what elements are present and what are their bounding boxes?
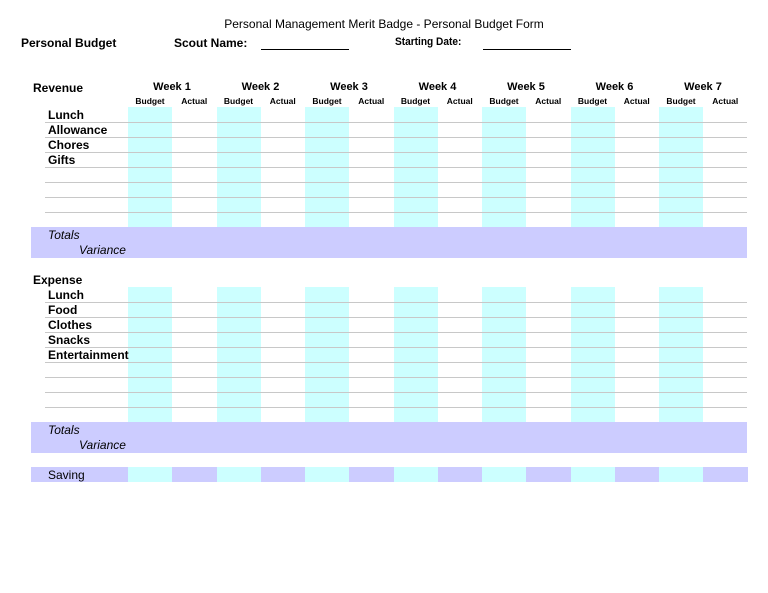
- revenue-item: Chores: [48, 138, 90, 152]
- expense-variance-label: Variance: [79, 438, 126, 452]
- saving-actual-cell[interactable]: [526, 467, 570, 482]
- actual-subheader: Actual: [269, 96, 296, 106]
- saving-budget-cell[interactable]: [571, 467, 615, 482]
- week-header: Week 6: [595, 81, 634, 93]
- row-line: [45, 407, 747, 408]
- row-line: [45, 182, 747, 183]
- budget-subheader: Budget: [489, 96, 519, 106]
- saving-actual-cell[interactable]: [615, 467, 659, 482]
- saving-actual-cell[interactable]: [438, 467, 482, 482]
- budget-column[interactable]: [394, 287, 438, 422]
- revenue-title: Revenue: [33, 81, 84, 95]
- week-header: Week 1: [153, 81, 191, 93]
- row-line: [45, 197, 747, 198]
- saving-actual-cell[interactable]: [261, 467, 305, 482]
- budget-subheader: Budget: [400, 96, 431, 106]
- row-line: [45, 137, 747, 138]
- budget-subheader: Budget: [666, 96, 696, 106]
- week-header: Week 3: [330, 81, 368, 93]
- saving-budget-cell[interactable]: [217, 467, 261, 482]
- row-line: [45, 332, 747, 333]
- budget-column[interactable]: [305, 287, 349, 422]
- actual-subheader: Actual: [181, 96, 208, 106]
- actual-subheader: Actual: [446, 96, 473, 106]
- week-header: Week 4: [418, 81, 457, 93]
- expense-totals-band: [31, 422, 747, 453]
- row-line: [45, 362, 747, 363]
- revenue-variance-label: Variance: [79, 243, 126, 257]
- row-line: [45, 122, 747, 123]
- budget-column[interactable]: [128, 287, 172, 422]
- saving-actual-cell[interactable]: [703, 467, 747, 482]
- row-line: [45, 167, 747, 168]
- row-line: [45, 392, 747, 393]
- expense-totals-label: Totals: [48, 423, 80, 437]
- actual-subheader: Actual: [358, 96, 385, 106]
- expense-item: Lunch: [48, 288, 84, 302]
- actual-subheader: Actual: [712, 96, 739, 106]
- row-line: [45, 317, 747, 318]
- revenue-totals-band: [31, 227, 747, 258]
- budget-subheader: Budget: [577, 96, 608, 106]
- budget-subheader: Budget: [223, 96, 254, 106]
- saving-budget-cell[interactable]: [482, 467, 526, 482]
- budget-column[interactable]: [659, 287, 703, 422]
- saving-budget-cell[interactable]: [659, 467, 703, 482]
- budget-column[interactable]: [482, 287, 526, 422]
- scout-name-blank[interactable]: [261, 49, 349, 50]
- expense-item: Snacks: [48, 333, 91, 347]
- row-line: [45, 212, 747, 213]
- row-line: [45, 347, 747, 348]
- expense-item: Clothes: [48, 318, 93, 332]
- expense-item: Food: [48, 303, 78, 317]
- row-line: [45, 377, 747, 378]
- week-header: Week 5: [507, 81, 545, 93]
- saving-budget-cell[interactable]: [128, 467, 172, 482]
- saving-actual-cell[interactable]: [349, 467, 393, 482]
- saving-budget-cell[interactable]: [305, 467, 349, 482]
- saving-budget-cell[interactable]: [394, 467, 438, 482]
- revenue-item: Gifts: [48, 153, 76, 167]
- scout-name-label: Scout Name:: [174, 36, 248, 50]
- expense-item: Entertainment: [48, 348, 129, 362]
- budget-subheader: Budget: [135, 96, 165, 106]
- revenue-item: Lunch: [48, 108, 84, 122]
- personal-budget-label: Personal Budget: [21, 36, 117, 50]
- row-line: [45, 152, 747, 153]
- saving-actual-cell[interactable]: [172, 467, 216, 482]
- starting-date-label: Starting Date:: [395, 36, 462, 48]
- week-header: Week 7: [684, 81, 722, 93]
- actual-subheader: Actual: [535, 96, 562, 106]
- starting-date-blank[interactable]: [483, 49, 571, 50]
- budget-column[interactable]: [571, 287, 615, 422]
- actual-subheader: Actual: [623, 96, 650, 106]
- saving-label: Saving: [48, 468, 85, 482]
- expense-title: Expense: [33, 273, 83, 287]
- revenue-item: Allowance: [48, 123, 108, 137]
- row-line: [45, 302, 747, 303]
- week-header: Week 2: [241, 81, 280, 93]
- budget-column[interactable]: [217, 287, 261, 422]
- revenue-totals-label: Totals: [48, 228, 80, 242]
- form-title: Personal Management Merit Badge - Personal Budget Form: [224, 17, 544, 31]
- budget-subheader: Budget: [312, 96, 342, 106]
